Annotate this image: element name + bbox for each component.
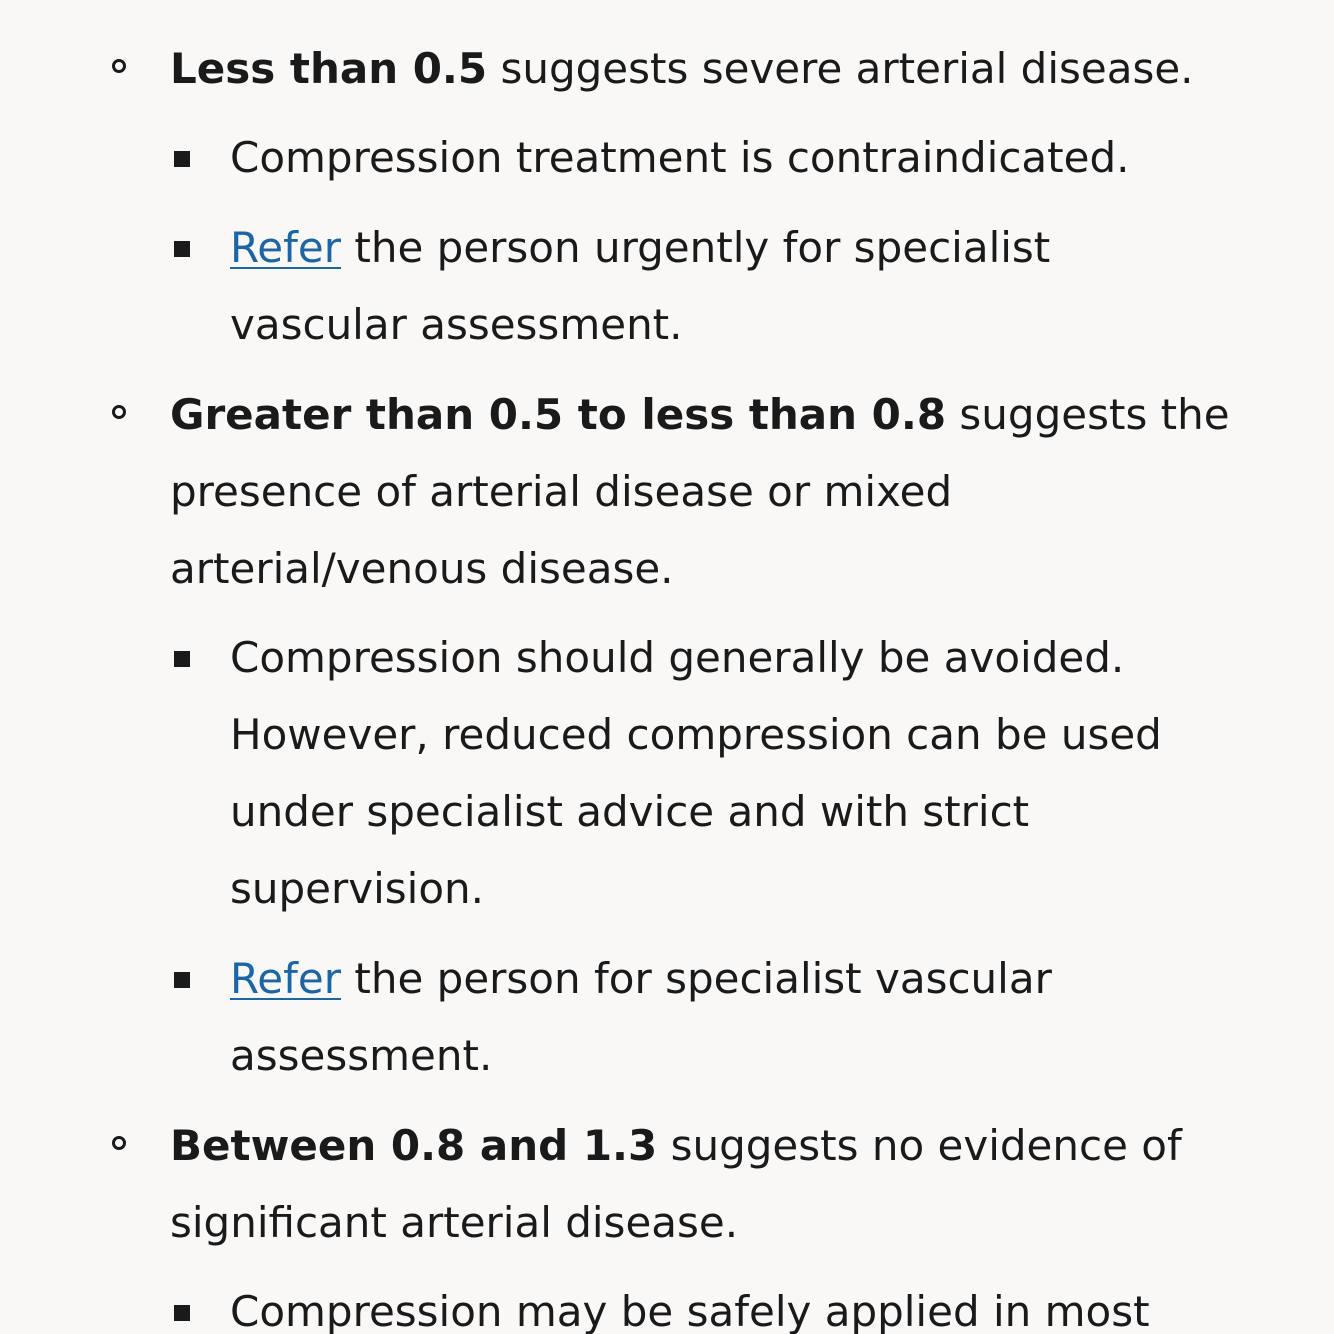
range-description: suggests the presence of arterial disease or mixed arterial/venous disease.	[170, 390, 1230, 593]
circle-bullet-icon	[112, 405, 126, 419]
circle-bullet-icon	[112, 1136, 126, 1150]
square-bullet-icon	[174, 972, 190, 988]
circle-bullet-icon	[112, 59, 126, 73]
refer-link[interactable]: Refer	[230, 954, 342, 1003]
range-description: suggests no evidence of significant arterial disease.	[170, 1121, 1182, 1247]
list-item	[170, 30, 1334, 363]
sub-item-text: the person for specialist vascular assessment.	[230, 954, 1052, 1080]
range-label: Greater than 0.5 to less than 0.8	[170, 390, 947, 439]
sub-list-item	[230, 940, 1274, 1094]
range-label: Less than 0.5	[170, 44, 488, 93]
sub-list	[170, 1273, 1274, 1334]
sub-list-item	[230, 1273, 1274, 1334]
range-label: Between 0.8 and 1.3	[170, 1121, 658, 1170]
sub-list	[170, 119, 1274, 363]
sub-item-text: Compression should generally be avoided. However, reduced compression can be used under specialist advice and with strict supervision.	[230, 633, 1162, 913]
sub-list-item	[230, 119, 1274, 196]
abpi-interpretation-list	[0, 30, 1334, 1334]
document-content	[0, 30, 1334, 1334]
sub-item-text: Compression may be safely applied in most	[230, 1287, 1150, 1334]
list-item	[170, 376, 1334, 1094]
sub-list-item	[230, 209, 1274, 363]
square-bullet-icon	[174, 241, 190, 257]
sub-list	[170, 619, 1274, 1094]
square-bullet-icon	[174, 151, 190, 167]
sub-list-item	[230, 619, 1274, 927]
square-bullet-icon	[174, 651, 190, 667]
sub-item-text: Compression treatment is contraindicated.	[230, 133, 1130, 182]
refer-link[interactable]: Refer	[230, 223, 342, 272]
list-item	[170, 1107, 1334, 1334]
range-description: suggests severe arterial disease.	[487, 44, 1194, 93]
sub-item-text: the person urgently for specialist vascular assessment.	[230, 223, 1051, 349]
square-bullet-icon	[174, 1305, 190, 1321]
